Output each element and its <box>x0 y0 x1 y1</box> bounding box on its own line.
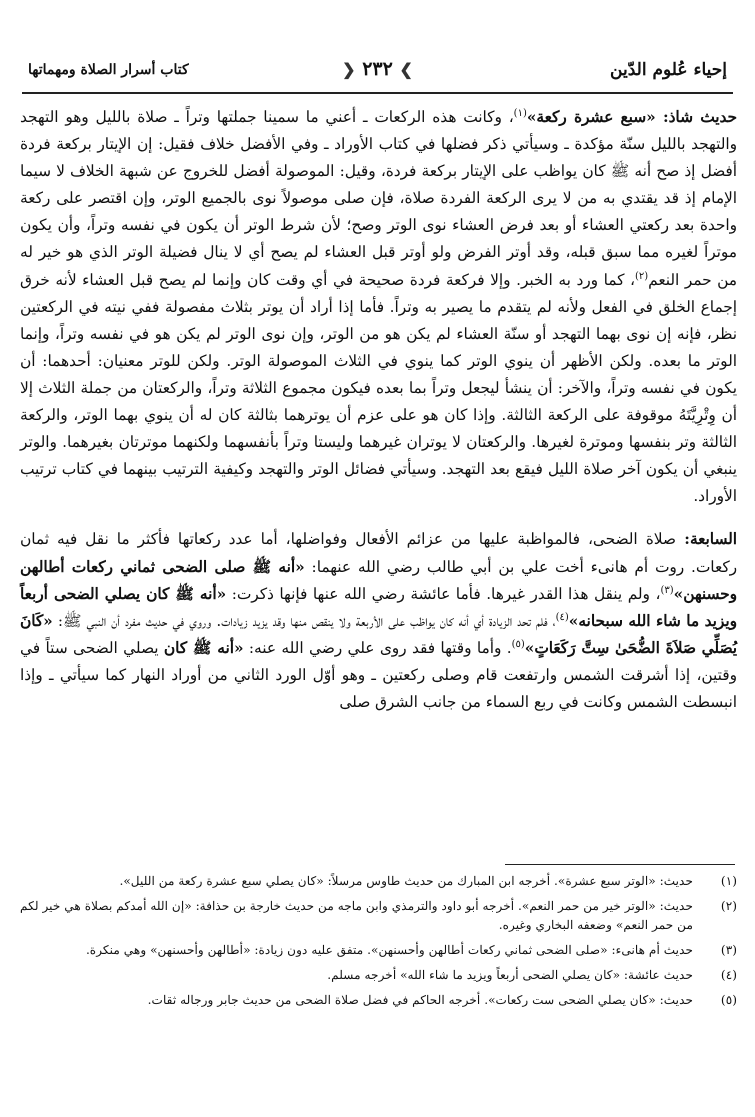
paragraph-text: صلاة الضحى، فالمواظبة عليها من عزائم الأفعال وفواضلها، أما عدد ركعاتها فأكثر ما نقل فيه ثمان ركعات. روت أم هانىء أخت علي بن أبي طالب رضي الله عنهما: <box>20 530 737 576</box>
main-text <box>20 104 737 716</box>
footnote-text: حديث: «كان يصلي الضحى ست ركعات». أخرجه الحاكم في فضل صلاة الضحى من حديث جابر ورجاله ثقات. <box>147 993 693 1007</box>
footnote-ref: (٥) <box>511 638 525 650</box>
paragraph-witr <box>20 104 737 510</box>
hadith-quote: «سبع عشرة ركعة» <box>526 108 656 126</box>
footnote-number: (٢) <box>720 899 737 913</box>
running-header <box>22 52 733 94</box>
paragraph-lead: حديث شاذ: <box>655 108 737 126</box>
ornament-left-icon: ❮ <box>342 60 356 79</box>
hadith-quote: «كَانَ يُصَلِّي صَلاَةَ الضُّحَىٰ سِتَّ رَكَعَاتٍ» <box>20 611 737 657</box>
footnote-ref: (٣) <box>660 584 674 596</box>
footnote-ref: (٢) <box>634 270 649 282</box>
footnote <box>20 966 737 985</box>
footnote <box>20 941 737 960</box>
footnote-text: حديث عائشة: «كان يصلي الضحى أربعاً ويزيد ما شاء الله» أخرجه مسلم. <box>327 968 693 982</box>
footnotes <box>20 872 737 1016</box>
footnote-ref: (١) <box>513 107 527 119</box>
paragraph-text: ، كما ورد به الخبر. وإلا فركعة فردة صحيحة في أي وقت كان وإنما لم يصح قبل العشاء لأنه خرق إجماع الخلق في الفعل ولأنه لم يتقدم ما يصير به وتراً. فأما إذا أراد أن يوتر بثلاث مفصولة ففي نيته في الركعتين نظر، فإنه إن نوى بهما التهجد أو سنّة العشاء لم يكن هو من الوتر، وإن نوى الوتر لم يكن هو في نفسه وتراً، وإنما الوتر ما بعده. ولكن الأظهر أن ينوي الوتر كما ينوي في الثلاث الموصولة الوتر. ولكن للوتر معنيان: أحدهما: أن يكون في نفسه وتراً، والآخر: أن ينشأ ليجعل وتراً بما بعده فيكون مجموع الثلاثة وتراً، والركعتان من جملة الثلاث إلا أن وِتْرِيَّتَهُ موقوفة على الركعة الثالثة. وإذا كان هو على عزم أن يوترهما بثالثة كان له أن ينوي بهما الوتر، والركعة الثالثة وتر بنفسها وموترة لغيرها. والركعتان لا يوتران غيرهما وليستا وتراً بأنفسهما ولكنهما موترتان بغيرهما. والوتر ينبغي أن يكون آخر صلاة الليل فيقع بعد التهجد. وسيأتي فضائل الوتر والتهجد وكيفية الترتيب بينهما في كتاب ترتيب الأوراد. <box>20 270 737 506</box>
footnote-text: حديث أم هانىء: «صلى الضحى ثماني ركعات أطالهن وأحسنهن». متفق عليه دون زيادة: «أطالهن وأحسنهن» وهي منكرة. <box>85 943 693 957</box>
ornament-right-icon: ❯ <box>399 60 413 79</box>
page-number-text: ٢٣٢ <box>362 58 393 80</box>
paragraph-text: ، وكانت هذه الركعات ـ أعني ما سمينا جملتها وتراً ـ صلاة بالليل وهو التهجد والتهجد بالليل سنّة مؤكدة ـ وسيأتي ذكر فضلها في كتاب الأوراد ـ وفي الأفضل خلاف فقيل: إن الإيتار بركعة فردة أفضل إذ صح أنه ﷺ كان يواظب على الإيتار بركعة فردة، وقيل: الموصولة أفضل للخروج عن شبهة الخلاف لا سيما الإمام إذ قد يقتدي به من لا يرى الركعة الفردة صلاة، فإن صلى موصولاً نوى بالجميع الوتر، وإن اقتصر على ركعة واحدة بعد ركعتي العشاء أو بعد فرض العشاء نوى الوتر وصح؛ لأن شرط الوتر أن يكون في نفسه وتراً، وأن يكون موتراً لغيره مما سبق قبله، وقد أوتر الفرض ولو أوتر قبل العشاء لم يصح أي لا ينال فضيلة الوتر الذي هو خير له من حمر النعم <box>20 108 737 289</box>
footnote-number: (٣) <box>720 943 737 957</box>
footnote <box>20 897 737 935</box>
paragraph-text: ، ولم ينقل هذا القدر غيرها. فأما عائشة رضي الله عنها فإنها ذكرت: <box>226 584 661 603</box>
footnote <box>20 991 737 1010</box>
book-title: إحياء عُلوم الدّين <box>610 60 727 80</box>
chapter-title: كتاب أسرار الصلاة ومهماتها <box>28 62 189 78</box>
hadith-quote: «أنه ﷺ كان يصلي الضحى أربعاً ويزيد ما شاء الله سبحانه» <box>20 584 737 630</box>
footnote-divider <box>505 864 735 865</box>
paragraph-text: . وأما وقتها فقد روى علي رضي الله عنه: <box>243 638 512 657</box>
paragraph-duha <box>20 526 737 716</box>
footnote-number: (٥) <box>720 993 737 1007</box>
hadith-quote: «أنه ﷺ صلى الضحى ثماني ركعات أطالهن وحسنهن» <box>20 557 738 603</box>
paragraph-lead: السابعة: <box>675 530 738 549</box>
footnote-number: (١) <box>720 874 737 888</box>
footnote <box>20 872 737 891</box>
paragraph-text: ، فلم تحد الزيادة أي أنه كان يواظب على الأربعة ولا ينقص منها وقد يزيد زيادات. وروي في حديث مفرد أن النبي ﷺ: <box>52 611 556 630</box>
footnote-text: حديث: «الوتر خير من حمر النعم». أخرجه أبو داود والترمذي وابن ماجه من حديث خارجة بن حذافة: «إن الله أمدكم بصلاة هي خير لكم من حمر النعم» وضعفه البخاري وغيره. <box>20 899 693 932</box>
footnote-ref: (٤) <box>555 611 569 623</box>
footnote-number: (٤) <box>720 968 737 982</box>
footnote-text: حديث: «الوتر سبع عشرة». أخرجه ابن المبارك من حديث طاوس مرسلاً: «كان يصلي سبع عشرة ركعة من الليل». <box>119 874 693 888</box>
hadith-quote: «أنه ﷺ كان <box>163 638 244 657</box>
paragraph-text: يصلي الضحى ستاً في وقتين، إذا أشرقت الشمس وارتفعت قام وصلى ركعتين ـ وهو أوّل الورد الثاني من أوراد النهار كما سيأتي ـ وإذا انبسطت الشمس وكانت في ربع السماء من جانب الشرق صلى <box>20 638 737 711</box>
